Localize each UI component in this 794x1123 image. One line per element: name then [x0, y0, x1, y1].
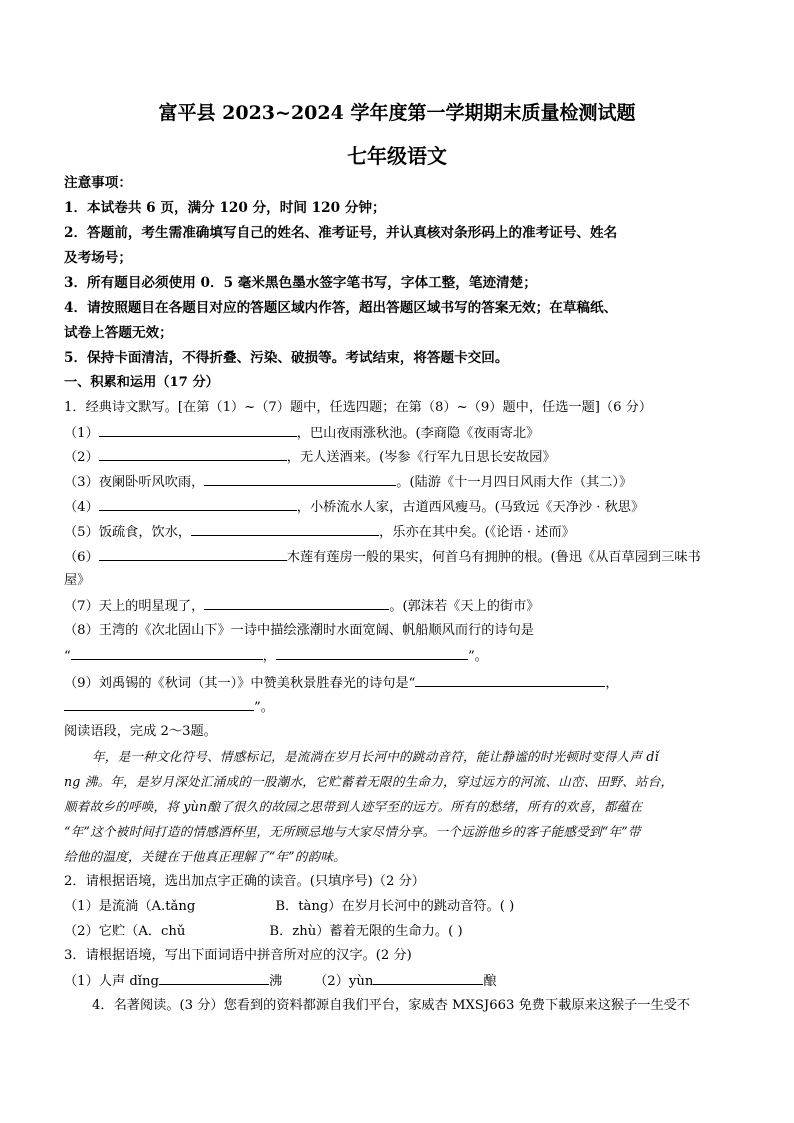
q1-line-8-stem: （8）王湾的《次北固山下》一诗中描绘涨潮时水面宽阔、帆船顺风而行的诗句是 — [64, 623, 534, 638]
q1-line-8 — [64, 646, 488, 667]
q1-line-8-mid: ， — [262, 649, 276, 664]
q3-answers — [64, 971, 497, 992]
reading-intro: 阅读语段，完成 2～3题。 — [64, 724, 217, 739]
notice-item-2a: 2．答题前，考生需准确填写自己的姓名、准考证号，并认真核对条形码上的准考证号、姓名 — [64, 225, 618, 241]
q1-line-1-text: ，巴山夜雨涨秋池。(李商隐《夜雨寄北》 — [296, 426, 540, 441]
q1-line-4-prefix: （4） — [64, 500, 99, 515]
answer-blank[interactable] — [71, 646, 263, 660]
q1-line-9 — [64, 673, 619, 694]
q1-line-5 — [64, 522, 575, 543]
answer-blank[interactable] — [99, 423, 297, 437]
answer-blank[interactable] — [99, 447, 287, 461]
q1-line-7 — [64, 596, 539, 617]
q1-line-2 — [64, 447, 556, 468]
q3-a-suffix: 沸 — [268, 974, 283, 989]
notice-item-4b: 试卷上答题无效； — [64, 325, 173, 341]
q1-line-9-prefix: （9）刘禹锡的《秋词（其一）》中赞美秋景胜春光的诗句是“ — [64, 676, 416, 691]
q1-line-7-text: 。(郭沫若《天上的街市》 — [389, 599, 540, 614]
passage-line-3: 顺着故乡的呼唤，将 yùn酿了很久的故园之思带到人迹罕至的远方。所有的愁绪，所有的欢喜，都蕴在 — [64, 799, 643, 814]
section-heading: 一、积累和运用（17 分） — [64, 375, 219, 390]
answer-blank[interactable] — [159, 971, 269, 985]
answer-blank[interactable] — [191, 522, 379, 536]
q1-line-8-close: ”。 — [467, 649, 488, 664]
exam-title: 富平县 2023~2024 学年度第一学期期末质量检测试题 — [158, 102, 636, 124]
q1-line-9-mid: ， — [605, 676, 619, 691]
answer-blank[interactable] — [415, 673, 605, 687]
q1-line-4-text: ，小桥流水人家，古道西风瘦马。(马致远《天净沙 · 秋思》 — [296, 500, 645, 515]
q3-stem: 3．请根据语境，写出下面词语中拼音所对应的汉字。(2 分) — [64, 948, 412, 963]
q1-line-6-text: 木莲有莲房一般的果实，何首乌有拥肿的根。(鲁迅《从百草园到三味书 — [286, 550, 701, 565]
q1-line-3-text: 。(陆游《十一月四日风雨大作（其二）》 — [396, 475, 633, 490]
q1-line-1 — [64, 423, 539, 444]
notice-item-1: 1．本试卷共 6 页，满分 120 分，时间 120 分钟； — [64, 200, 386, 216]
q2-option-1 — [64, 897, 514, 917]
q4-text: 4．名著阅读。(3 分）您看到的资料都源自我们平台，家威杏 MXSJ663 免费下載原来这猴子一生受不 — [92, 998, 691, 1013]
notice-item-5: 5．保持卡面清洁，不得折叠、污染、破损等。考试结束，将答题卡交回。 — [64, 350, 509, 366]
q1-line-9-cont — [64, 697, 274, 718]
q3-a-prefix: （1）人声 dǐng — [64, 974, 159, 989]
exam-subject: 七年级语文 — [347, 144, 447, 168]
answer-blank[interactable] — [99, 547, 287, 561]
q2-option-1b: B．tàng）在岁月长河中的跳动音符。( ) — [275, 899, 515, 914]
q1-line-1-prefix: （1） — [64, 426, 99, 441]
answer-blank[interactable] — [99, 497, 297, 511]
answer-blank[interactable] — [204, 472, 396, 486]
notice-heading: 注意事项： — [64, 175, 132, 191]
q1-stem: 1．经典诗文默写。[在第（1）~（7）题中，任选四题；在第（8）~（9）题中，任选一题]（6 分） — [64, 400, 653, 415]
q1-line-3-prefix: （3）夜阑卧听风吹雨， — [64, 475, 205, 490]
q1-line-6-prefix: （6） — [64, 550, 99, 565]
q1-line-2-text: ，无人送酒来。(岑参《行军九日思长安故园》 — [286, 450, 556, 465]
q2-option-2a: （2）它贮（A．chǔ — [64, 924, 186, 939]
answer-blank[interactable] — [64, 697, 254, 711]
q3-b-suffix: 酿 — [483, 974, 497, 989]
q2-option-1a: （1）是流淌（A.tǎng — [64, 899, 196, 914]
q1-line-3 — [64, 472, 632, 493]
q1-line-9-close: ”。 — [254, 700, 274, 715]
q2-option-2 — [64, 922, 463, 942]
answer-blank[interactable] — [373, 971, 483, 985]
q1-line-7-prefix: （7）天上的明星现了， — [64, 599, 205, 614]
notice-item-4a: 4．请按照题目在各题目对应的答题区域内作答，超出答题区域书写的答案无效；在草稿纸、 — [64, 300, 618, 316]
notice-item-3: 3．所有题目必须使用 0．5 毫米黑色墨水签字笔书写，字体工整，笔迹清楚； — [64, 275, 537, 291]
answer-blank[interactable] — [204, 596, 389, 610]
q1-line-6-cont: 屋》 — [64, 573, 91, 588]
q1-line-5-text: ，乐亦在其中矣。(《论语 · 述而》 — [379, 525, 575, 540]
notice-item-2b: 及考场号； — [64, 250, 132, 266]
passage-line-2: ng 沸。年，是岁月深处汇涌成的一股潮水，它贮蓄着无限的生命力，穿过远方的河流、山峦、田野、站台， — [64, 774, 674, 789]
q2-option-2b: B．zhù）蓄着无限的生命力。( ) — [269, 924, 463, 939]
answer-blank[interactable] — [276, 646, 468, 660]
q2-stem: 2．请根据语境，选出加点字正确的读音。(只填序号)（2 分） — [64, 874, 425, 889]
q1-line-6 — [64, 547, 701, 568]
passage-line-1: 年，是一种文化符号、情感标记，是流淌在岁月长河中的跳动音符，能让静谧的时光顿时变得人声 dǐ — [92, 749, 659, 764]
q1-line-8-open: “ — [64, 649, 71, 664]
passage-line-4: “年”这个被时间打造的情感酒杯里，无所顾忌地与大家尽情分享。一个远游他乡的客子能感受到“年”带 — [64, 824, 641, 839]
q1-line-2-prefix: （2） — [64, 450, 99, 465]
q3-b-prefix: （2）yùn — [314, 974, 374, 989]
q1-line-4 — [64, 497, 644, 518]
q1-line-5-prefix: （5）饭疏食，饮水， — [64, 525, 192, 540]
passage-line-5: 给他的温度，关键在于他真正理解了“年”的韵味。 — [64, 849, 346, 864]
